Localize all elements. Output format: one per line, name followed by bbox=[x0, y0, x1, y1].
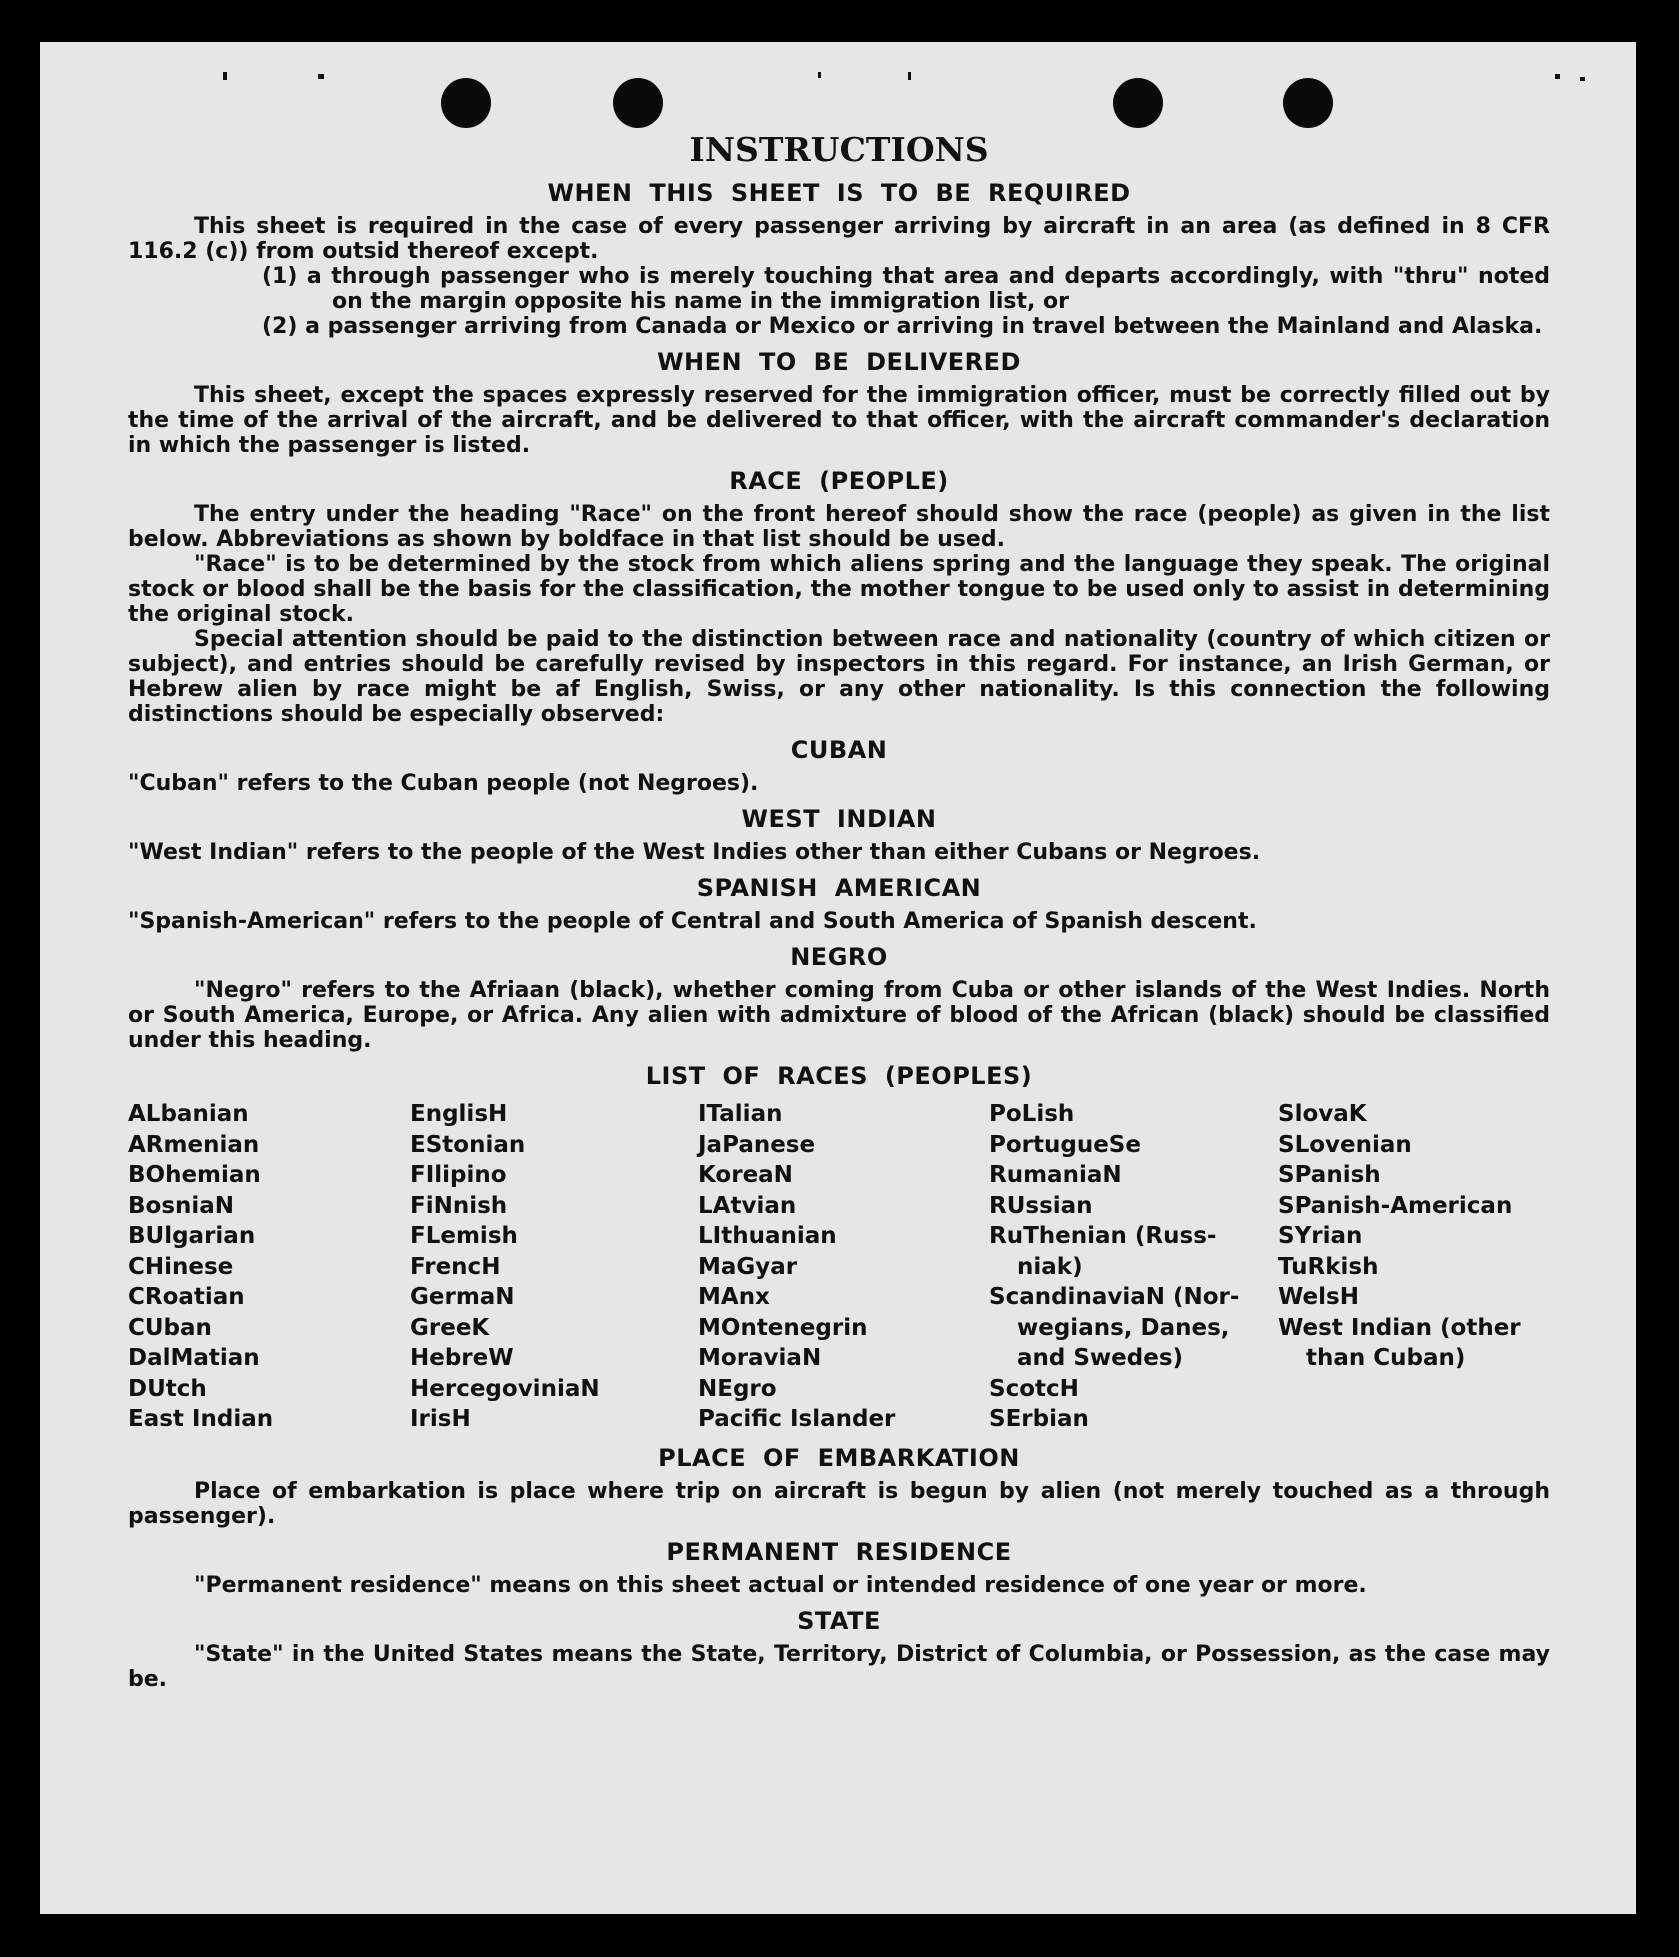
punch-hole bbox=[1113, 78, 1163, 128]
heading-spanish-american: SPANISH AMERICAN bbox=[696, 874, 982, 902]
state-text: "State" in the United States means the State, Territory, District of Columbia, or Possession, as the case may be. bbox=[128, 1641, 1550, 1692]
list-item: DalMatian bbox=[128, 1345, 260, 1371]
list-item: MAnx bbox=[698, 1284, 770, 1310]
heading-embarkation: PLACE OF EMBARKATION bbox=[658, 1443, 1020, 1472]
list-item: RumaniaN bbox=[989, 1162, 1122, 1188]
list-item: ALbanian bbox=[128, 1101, 249, 1127]
race-paragraph-1: The entry under the heading "Race" on the front hereof should show the race (people) as given in the list below. Abbreviations as shown by boldface in that list should be used. bbox=[128, 502, 1550, 552]
when-delivered-text: This sheet, except the spaces expressly reserved for the immigration officer, must be correctly filled out by the time of the arrival of the aircraft, and be delivered to that officer, with the aircraft commander's declaration in which the passenger is listed. bbox=[128, 383, 1550, 458]
list-item: than Cuban) bbox=[1306, 1345, 1466, 1371]
when-required-item-2: (2) a passenger arriving from Canada or Mexico or arriving in travel between the Mainland and Alaska. bbox=[262, 314, 1543, 339]
heading-race: RACE (PEOPLE) bbox=[729, 467, 949, 495]
list-item: GermaN bbox=[410, 1284, 515, 1310]
heading-state: STATE bbox=[797, 1606, 881, 1635]
heading-west-indian: WEST INDIAN bbox=[741, 805, 937, 833]
punch-hole bbox=[441, 78, 491, 128]
list-item: HercegoviniaN bbox=[410, 1375, 600, 1402]
ink-speck bbox=[223, 72, 227, 80]
list-item: LAtvian bbox=[698, 1192, 797, 1219]
ink-speck bbox=[818, 72, 821, 78]
list-item: ARmenian bbox=[128, 1131, 260, 1158]
list-item: SLovenian bbox=[1278, 1131, 1412, 1158]
list-item: FLemish bbox=[410, 1223, 518, 1249]
races-column-1 bbox=[128, 1099, 410, 1435]
races-column-2 bbox=[410, 1099, 698, 1435]
list-item: BUlgarian bbox=[128, 1223, 256, 1249]
list-item: CRoatian bbox=[128, 1284, 245, 1310]
list-item: and Swedes) bbox=[1017, 1345, 1184, 1371]
list-item: HebreW bbox=[410, 1345, 514, 1371]
list-item: West Indian (other bbox=[1278, 1314, 1521, 1341]
document-page bbox=[40, 42, 1636, 1914]
list-item: IrisH bbox=[410, 1406, 471, 1432]
list-item: WelsH bbox=[1278, 1284, 1359, 1310]
instructions-body bbox=[128, 130, 1550, 1692]
list-item: MoraviaN bbox=[698, 1345, 822, 1371]
list-item: KoreaN bbox=[698, 1162, 793, 1188]
list-item: PoLish bbox=[989, 1101, 1075, 1127]
heading-negro: NEGRO bbox=[790, 943, 888, 971]
races-column-5 bbox=[1278, 1099, 1550, 1435]
race-paragraph-3: Special attention should be paid to the distinction between race and nationality (country of which citizen or subject), and entries should be carefully revised by inspectors in this regard. For instance, an Irish German, or Hebrew alien by race might be af English, Swiss, or any other nationality. Is this connection the following distinctions should be especially observed: bbox=[128, 627, 1550, 727]
list-item: SYrian bbox=[1278, 1223, 1363, 1249]
punch-hole bbox=[1283, 78, 1333, 128]
list-item: GreeK bbox=[410, 1314, 490, 1341]
when-required-item-1: (1) a through passenger who is merely touching that area and departs accordingly, with "thru" noted on the margin opposite his name in the immigration list, or bbox=[262, 264, 1550, 314]
list-item: BosniaN bbox=[128, 1192, 235, 1219]
list-item: DUtch bbox=[128, 1375, 207, 1402]
list-item: MOntenegrin bbox=[698, 1314, 868, 1341]
list-item: East Indian bbox=[128, 1406, 274, 1432]
list-item: ScotcH bbox=[989, 1375, 1079, 1402]
when-required-intro: This sheet is required in the case of every passenger arriving by aircraft in an area (as defined in 8 CFR 116.2 (c)) from outsid thereof except. bbox=[128, 214, 1550, 264]
negro-text: "Negro" refers to the Afriaan (black), whether coming from Cuba or other islands of the West Indies. North or South America, Europe, or Africa. Any alien with admixture of blood of the African (black) should be classified under this heading. bbox=[128, 978, 1550, 1053]
list-item: FrencH bbox=[410, 1253, 501, 1280]
list-item: EnglisH bbox=[410, 1101, 508, 1127]
list-item: EStonian bbox=[410, 1131, 526, 1158]
list-item: FiNnish bbox=[410, 1192, 508, 1219]
list-item: BOhemian bbox=[128, 1162, 261, 1188]
cuban-text: "Cuban" refers to the Cuban people (not Negroes). bbox=[128, 771, 759, 796]
punch-hole bbox=[613, 78, 663, 128]
ink-speck bbox=[1555, 74, 1560, 79]
race-paragraph-2: "Race" is to be determined by the stock from which aliens spring and the language they speak. The original stock or blood shall be the basis for the classification, the mother tongue to be used only to assist in determining the original stock. bbox=[128, 552, 1550, 627]
races-list bbox=[128, 1099, 1550, 1435]
ink-speck bbox=[318, 74, 324, 79]
list-item: ScandinaviaN (Nor- bbox=[989, 1284, 1240, 1310]
list-item: CUban bbox=[128, 1314, 212, 1341]
list-item: Pacific Islander bbox=[698, 1406, 896, 1432]
embarkation-text: Place of embarkation is place where trip on aircraft is begun by alien (not merely touched as a through passenger). bbox=[128, 1478, 1550, 1529]
ink-speck bbox=[1580, 77, 1585, 81]
list-item: SPanish bbox=[1278, 1162, 1381, 1188]
list-item: JaPanese bbox=[698, 1131, 816, 1158]
list-item: RUssian bbox=[989, 1192, 1093, 1219]
races-column-3 bbox=[698, 1099, 989, 1435]
heading-permanent-residence: PERMANENT RESIDENCE bbox=[666, 1537, 1012, 1566]
heading-list-of-races: LIST OF RACES (PEOPLES) bbox=[645, 1062, 1033, 1090]
list-item: TuRkish bbox=[1278, 1253, 1379, 1280]
list-item: LIthuanian bbox=[698, 1223, 837, 1249]
list-item: SErbian bbox=[989, 1406, 1089, 1432]
list-item: RuThenian (Russ- bbox=[989, 1223, 1217, 1249]
list-item: niak) bbox=[1017, 1253, 1083, 1280]
spanish-american-text: "Spanish-American" refers to the people of Central and South America of Spanish descent. bbox=[128, 909, 1257, 934]
west-indian-text: "West Indian" refers to the people of the West Indies other than either Cubans or Negroes. bbox=[128, 840, 1261, 865]
list-item: MaGyar bbox=[698, 1253, 798, 1280]
heading-when-required: WHEN THIS SHEET IS TO BE REQUIRED bbox=[547, 179, 1131, 207]
list-item: SlovaK bbox=[1278, 1101, 1367, 1127]
ink-speck bbox=[908, 72, 911, 80]
list-item: SPanish-American bbox=[1278, 1192, 1513, 1219]
list-item: FIlipino bbox=[410, 1162, 507, 1188]
list-item: ITalian bbox=[698, 1101, 783, 1127]
heading-cuban: CUBAN bbox=[790, 736, 888, 764]
list-item: wegians, Danes, bbox=[1017, 1314, 1230, 1341]
list-item: CHinese bbox=[128, 1253, 234, 1280]
heading-when-delivered: WHEN TO BE DELIVERED bbox=[657, 348, 1021, 376]
page-title: INSTRUCTIONS bbox=[689, 130, 989, 169]
permanent-residence-text: "Permanent residence" means on this sheet actual or intended residence of one year or more. bbox=[194, 1572, 1367, 1598]
list-item: NEgro bbox=[698, 1375, 777, 1402]
races-column-4 bbox=[989, 1099, 1278, 1435]
list-item: PortugueSe bbox=[989, 1131, 1141, 1158]
